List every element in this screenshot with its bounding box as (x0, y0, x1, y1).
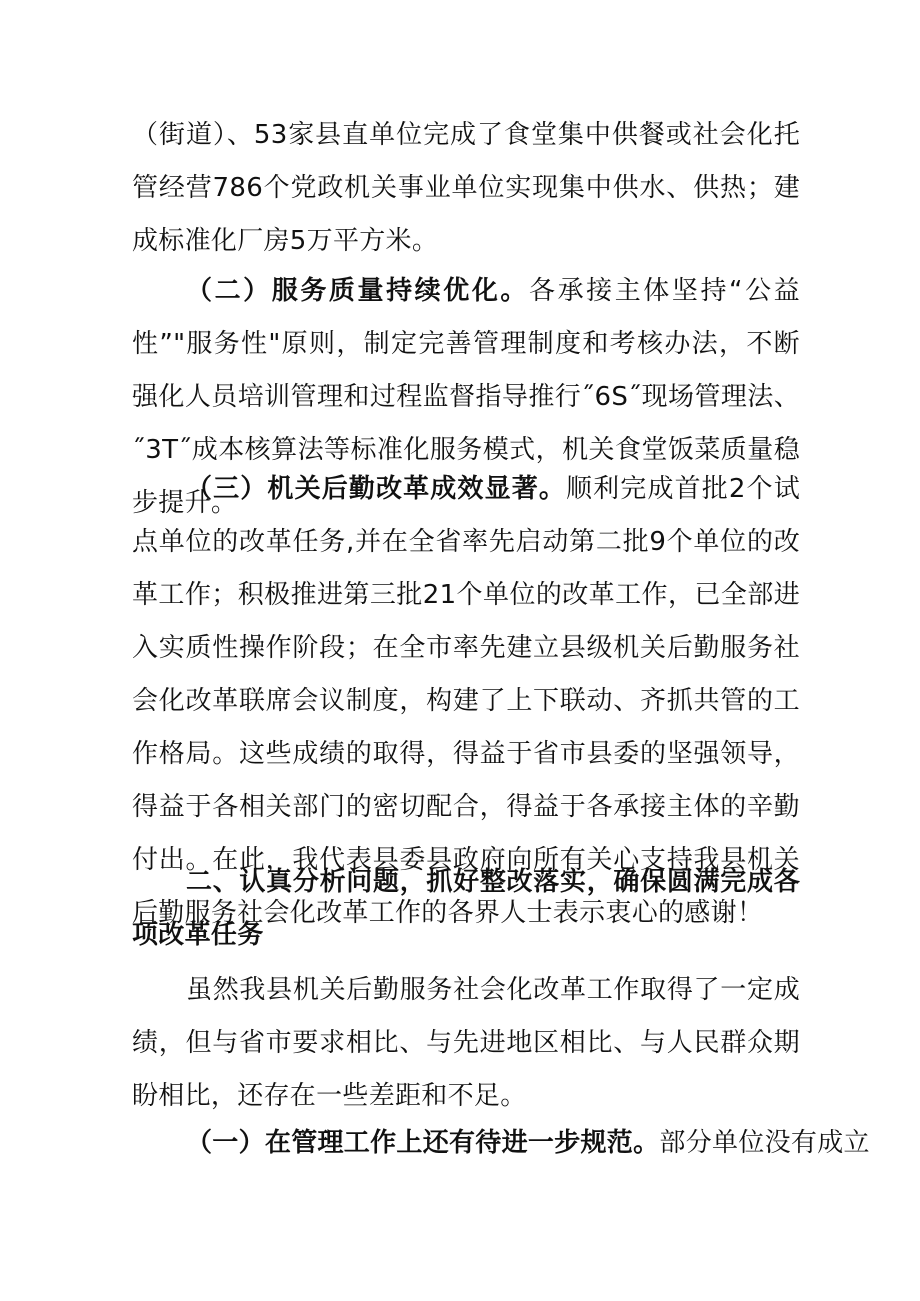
paragraph-1-text: （街道）、53家县直单位完成了食堂集中供餐或社会化托管经营786个党政机关事业单位实现集中供水、供热；建成标准化厂房5万平方米。 (132, 120, 800, 256)
paragraph-3-lead: （三）机关后勤改革成效显著。 (186, 474, 567, 504)
paragraph-1 (132, 109, 800, 268)
paragraph-5-text: 部分单位没有成立 (659, 1128, 870, 1158)
section-heading-text: 二、认真分析问题，抓好整改落实，确保圆满完成各项改革任务 (132, 867, 800, 950)
paragraph-2-text: 各承接主体坚持“公益性”"服务性"原则，制定完善管理制度和考核办法，不断强化人员培训管理和过程监督指导推行˝6S˝现场管理法、˝3T˝成本核算法等标准化服务模式，机关食堂饭菜质量稳步提升。 (132, 276, 800, 518)
paragraph-4 (132, 964, 800, 1123)
section-heading (132, 856, 800, 962)
paragraph-5 (132, 1117, 870, 1170)
paragraph-5-lead: （一）在管理工作上还有待进一步规范。 (186, 1128, 660, 1158)
paragraph-3-text: 顺利完成首批2个试点单位的改革任务,并在全省率先启动第二批9个单位的改革工作；积极推进第三批21个单位的改革工作，已全部进入实质性操作阶段；在全市率先建立县级机关后勤服务社会化改革联席会议制度，构建了上下联动、齐抓共管的工作格局。这些成绩的取得，得益于省市县委的坚强领导，得益于各相关部门的密切配合，得益于各承接主体的辛勤付出。在此，我代表县委县政府向所有关心支持我县机关后勤服务社会化改革工作的各界人士表示衷心的感谢！ (132, 474, 801, 928)
paragraph-4-text: 虽然我县机关后勤服务社会化改革工作取得了一定成绩，但与省市要求相比、与先进地区相比、与人民群众期盼相比，还存在一些差距和不足。 (132, 975, 800, 1111)
paragraph-2-lead: （二）服务质量持续优化。 (186, 276, 529, 306)
